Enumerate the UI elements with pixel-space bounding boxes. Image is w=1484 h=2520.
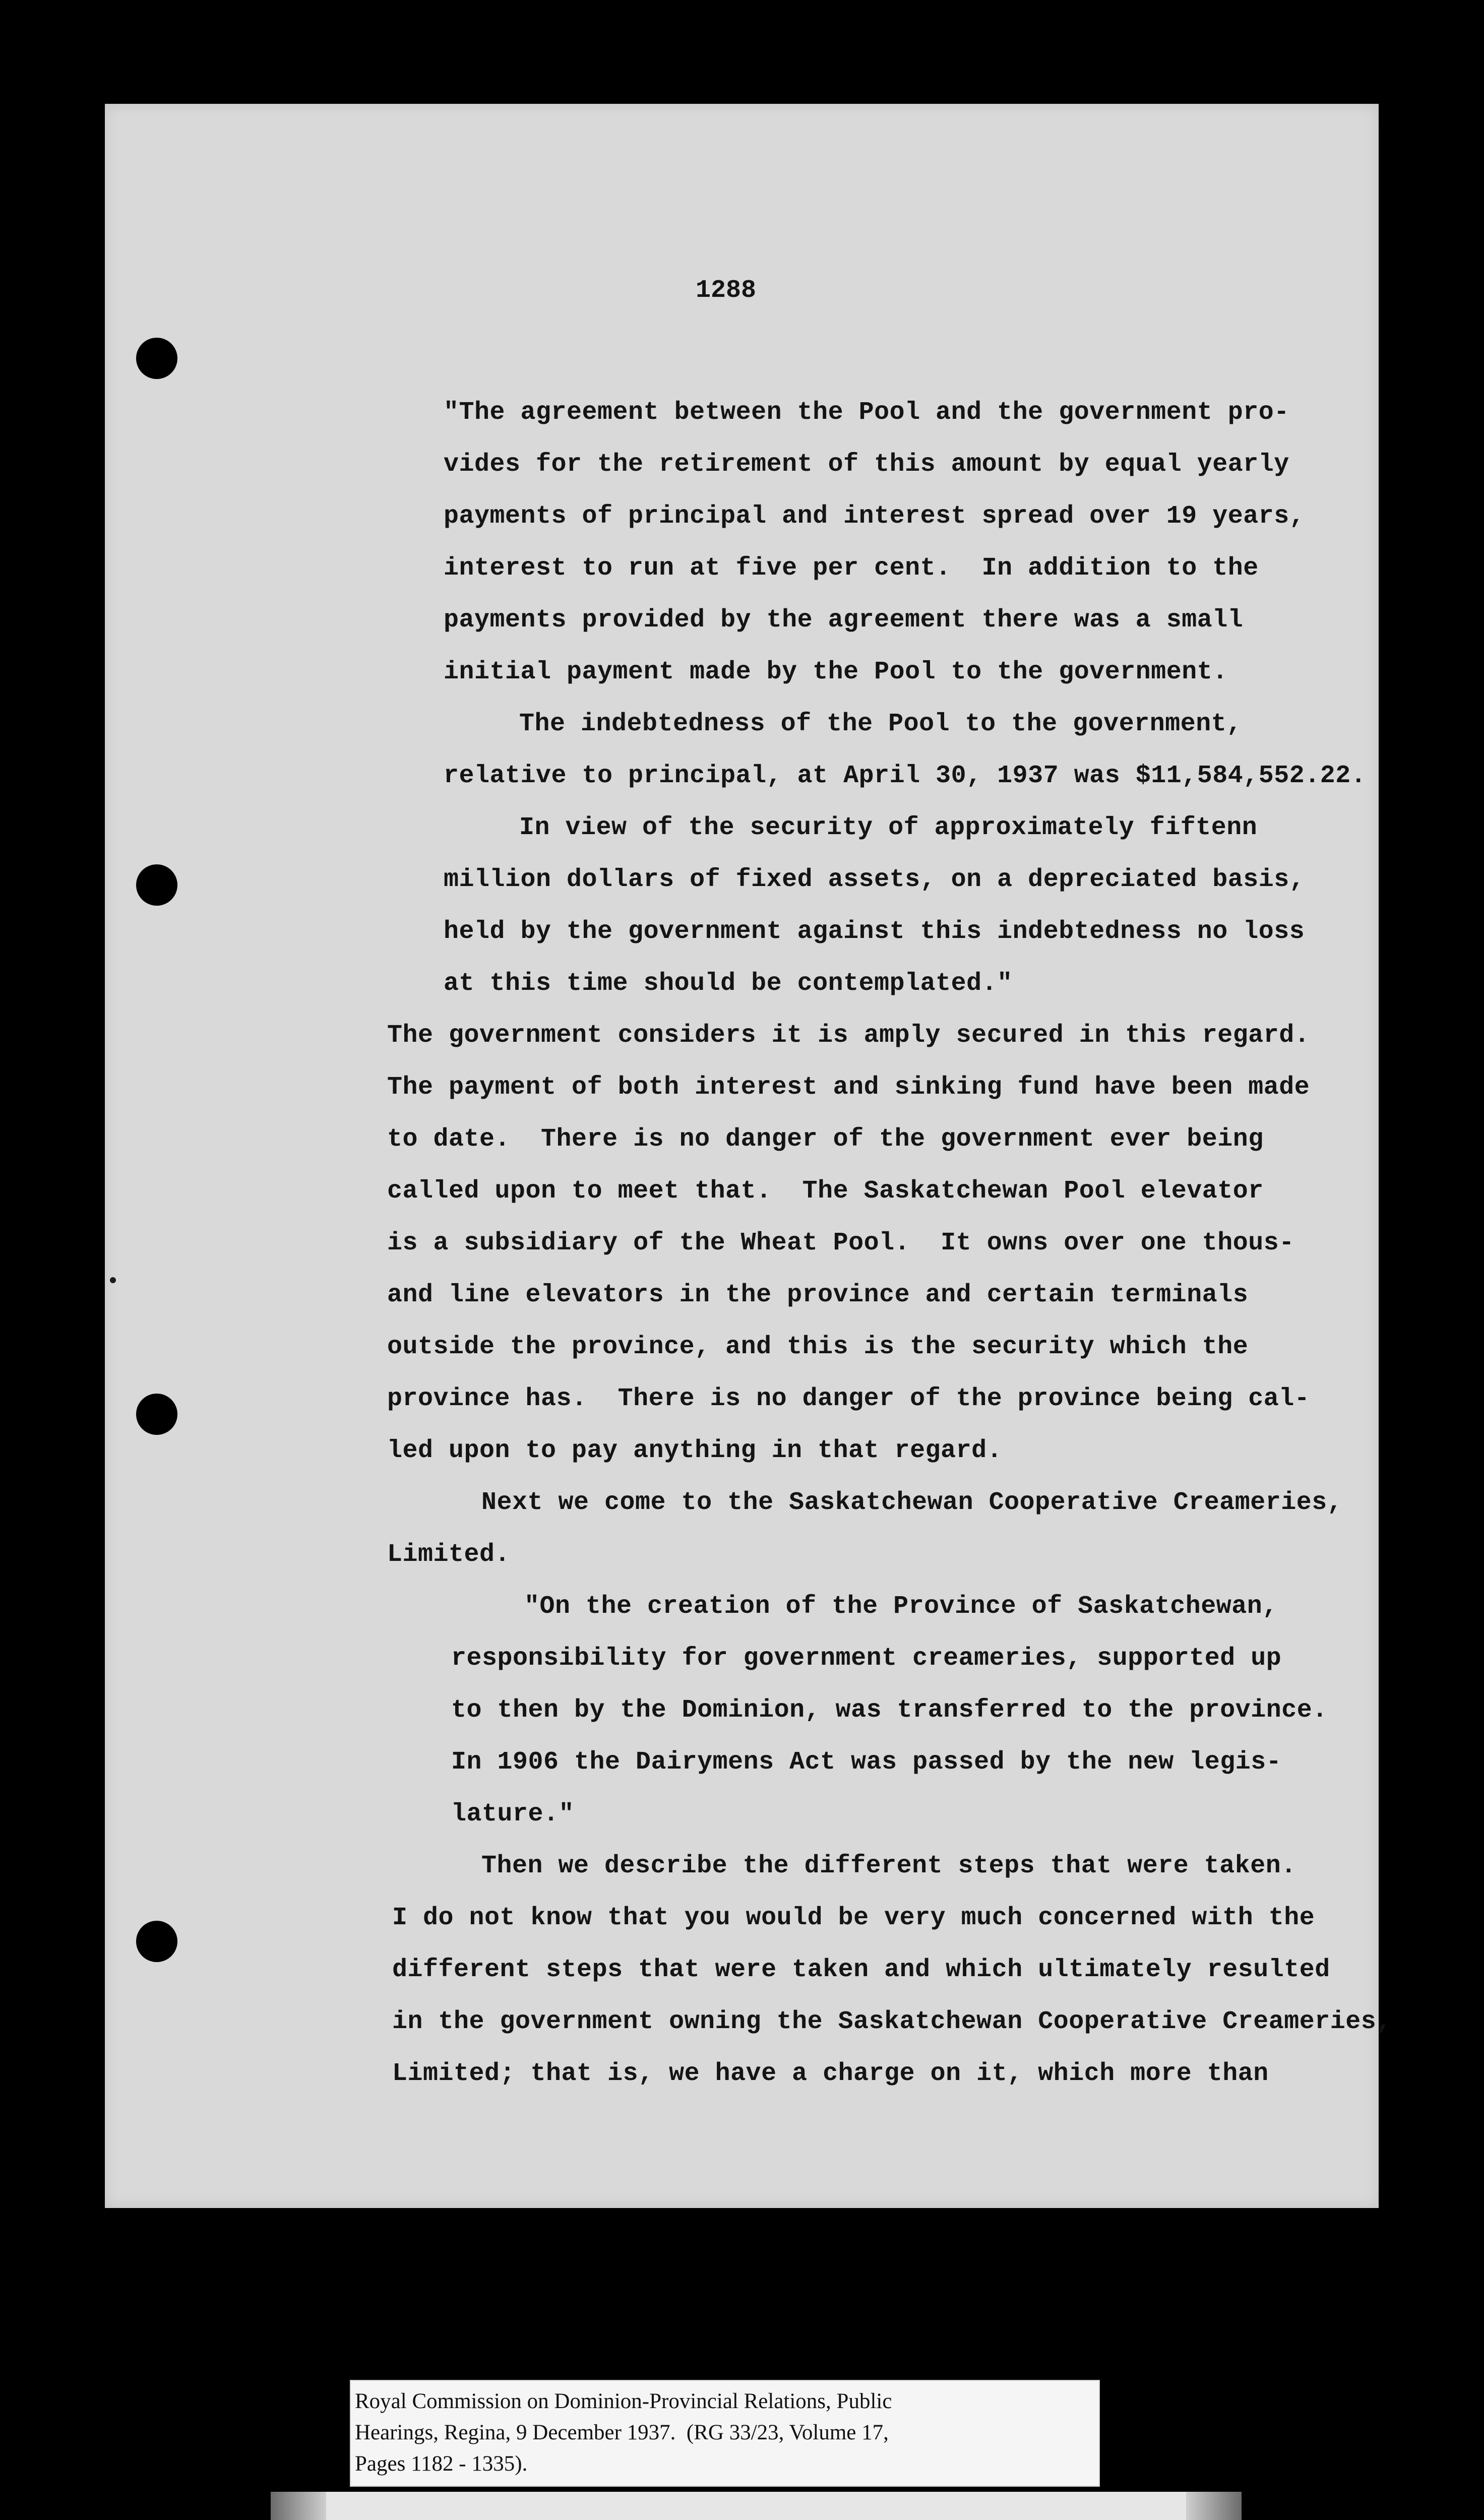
text-line: outside the province, and this is the security which the (387, 1333, 1249, 1361)
citation-line: Hearings, Regina, 9 December 1937. (RG 33/23, Volume 17, (355, 2421, 889, 2444)
text-line: I do not know that you would be very much concerned with the (392, 1904, 1315, 1932)
citation-label (350, 2380, 1100, 2487)
text-line: In 1906 the Dairymens Act was passed by the new legis- (451, 1748, 1282, 1777)
text-line: and line elevators in the province and certain terminals (387, 1281, 1249, 1309)
text-line: led upon to pay anything in that regard. (387, 1436, 1003, 1465)
text-line: In view of the security of approximately fiftenn (519, 813, 1258, 842)
text-line: Then we describe the different steps that were taken. (481, 1852, 1296, 1880)
text-line: to date. There is no danger of the government ever being (387, 1125, 1264, 1154)
text-line: payments of principal and interest spread over 19 years, (444, 502, 1305, 531)
citation-line: Pages 1182 - 1335). (355, 2452, 528, 2476)
text-line: Limited. (387, 1540, 511, 1569)
archives-stamp-card (271, 2492, 1242, 2520)
text-line: to then by the Dominion, was transferred to the province. (451, 1696, 1328, 1725)
text-line: Next we come to the Saskatchewan Cooperative Creameries, (481, 1488, 1343, 1517)
text-line: responsibility for government creameries, supported up (451, 1644, 1282, 1673)
text-line: relative to principal, at April 30, 1937 was $11,584,552.22. (444, 762, 1367, 790)
text-line: "On the creation of the Province of Saskatchewan, (524, 1592, 1278, 1621)
text-line: different steps that were taken and which ultimately resulted (392, 1956, 1330, 1984)
page-number: 1288 (696, 276, 757, 305)
text-line: interest to run at five per cent. In addition to the (444, 554, 1259, 583)
punch-hole (136, 1394, 177, 1435)
punch-hole (136, 338, 177, 379)
text-line: vides for the retirement of this amount by equal yearly (444, 450, 1289, 479)
citation-line: Royal Commission on Dominion-Provincial Relations, Public (355, 2389, 892, 2413)
card-edge (1186, 2492, 1242, 2520)
text-line: at this time should be contemplated." (444, 969, 1013, 998)
text-line: in the government owning the Saskatchewan Cooperative Creameries, (392, 2007, 1392, 2036)
text-line: province has. There is no danger of the province being cal- (387, 1384, 1310, 1413)
text-line: payments provided by the agreement there was a small (444, 606, 1244, 635)
text-line: "The agreement between the Pool and the government pro- (444, 398, 1289, 427)
text-line: held by the government against this indebtedness no loss (444, 917, 1305, 946)
text-line: called upon to meet that. The Saskatchewan Pool elevator (387, 1177, 1264, 1206)
text-line: initial payment made by the Pool to the government. (444, 658, 1228, 686)
text-line: The indebtedness of the Pool to the government, (519, 710, 1242, 738)
card-edge (271, 2492, 326, 2520)
text-line: Limited; that is, we have a charge on it, which more than (392, 2059, 1269, 2088)
text-line: is a subsidiary of the Wheat Pool. It owns over one thous- (387, 1229, 1294, 1257)
punch-hole (136, 864, 177, 906)
punch-hole (136, 1921, 177, 1962)
ink-speck (110, 1277, 116, 1283)
text-line: The government considers it is amply secured in this regard. (387, 1021, 1310, 1050)
text-line: The payment of both interest and sinking fund have been made (387, 1073, 1310, 1102)
text-line: million dollars of fixed assets, on a depreciated basis, (444, 865, 1305, 894)
text-line: lature." (451, 1800, 575, 1829)
